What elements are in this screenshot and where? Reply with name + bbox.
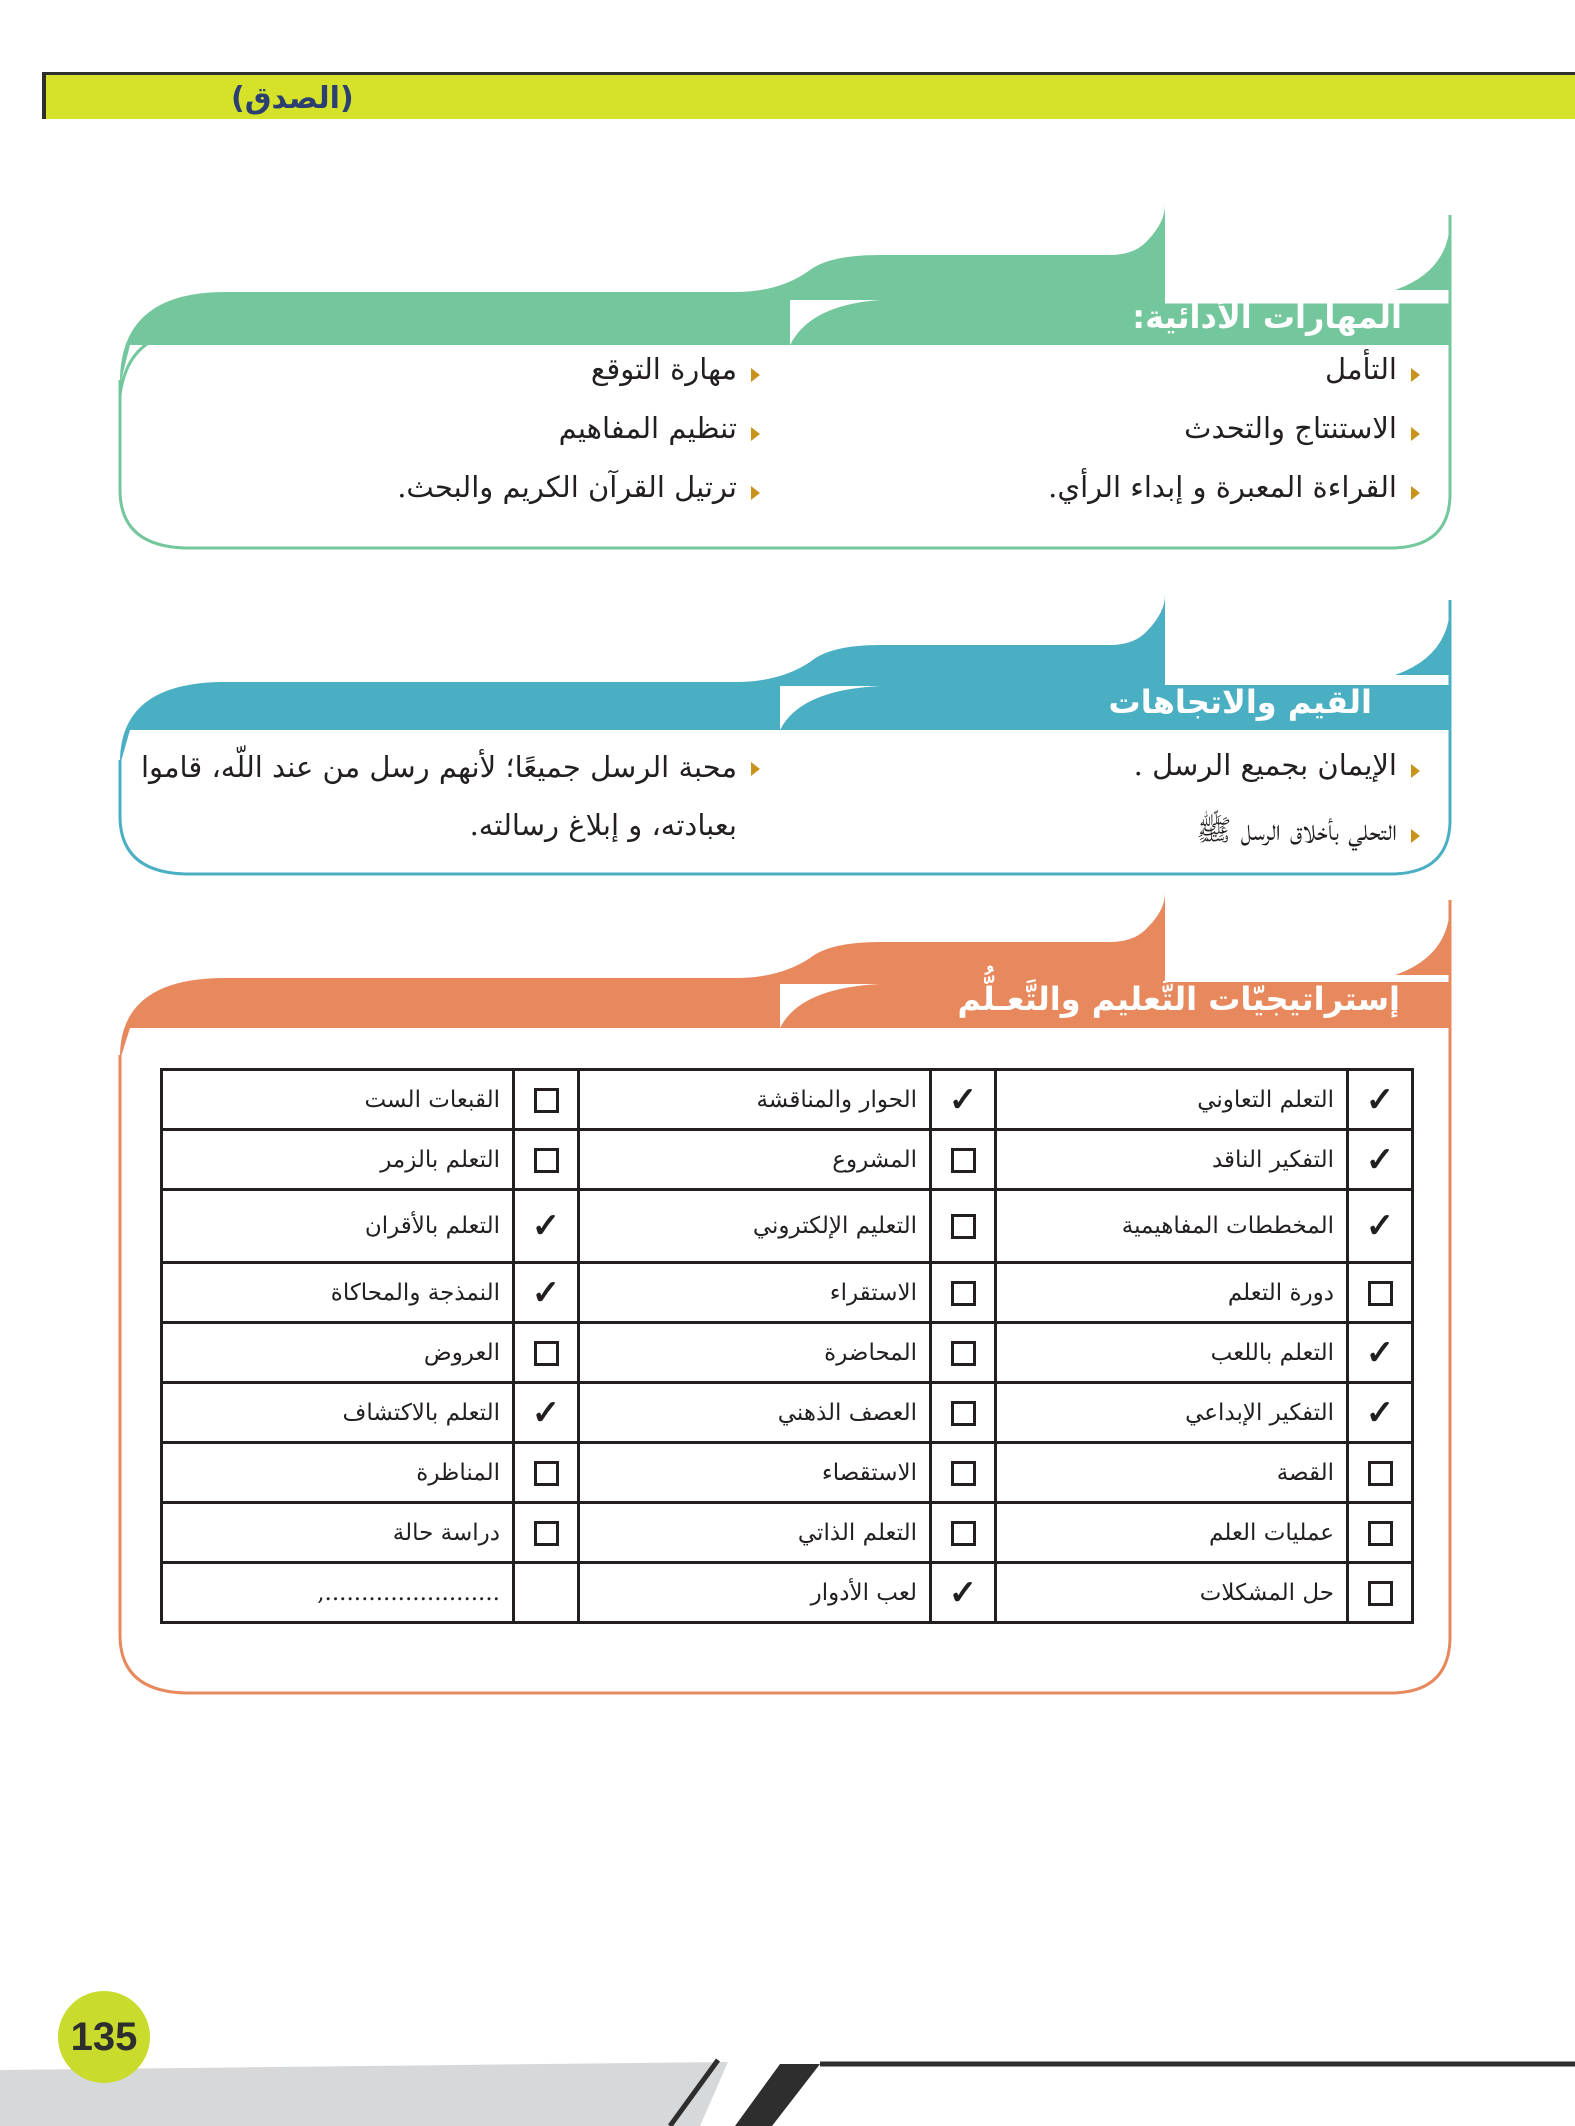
skills-item: الاستنتاج والتحدث: [1184, 411, 1420, 445]
checkmark-icon: ✓: [1365, 1392, 1395, 1433]
strategy-label: القصة: [996, 1443, 1348, 1503]
strategy-check-cell: [1348, 1190, 1413, 1263]
table-row: [162, 1190, 1413, 1263]
strategy-check-cell: [931, 1563, 996, 1623]
checkbox-empty-icon: [951, 1214, 976, 1239]
checkmark-icon: ✓: [1365, 1206, 1395, 1246]
strategy-label: المحاضرة: [579, 1323, 931, 1383]
checkbox-empty-icon: [1368, 1281, 1393, 1306]
strategy-check-cell: [1348, 1263, 1413, 1323]
strategy-label: دراسة حالة: [162, 1503, 514, 1563]
strategy-check-cell: [931, 1443, 996, 1503]
strategy-check-cell: [931, 1263, 996, 1323]
strategy-check-cell: [514, 1070, 579, 1130]
checkmark-icon: ✓: [948, 1079, 978, 1120]
strategy-label: التعليم الإلكتروني: [579, 1190, 931, 1263]
checkbox-empty-icon: [951, 1281, 976, 1306]
footer-band: [0, 2060, 1575, 2126]
skills-item: القراءة المعبرة و إبداء الرأي.: [1048, 470, 1420, 504]
strategy-check-cell: [514, 1130, 579, 1190]
strategy-label: التفكير الناقد: [996, 1130, 1348, 1190]
table-row: [162, 1503, 1413, 1563]
page-number: 135: [70, 2014, 138, 2059]
checkbox-empty-icon: [534, 1088, 559, 1113]
bullet-icon: [1411, 829, 1420, 843]
strategy-check-cell: [1348, 1070, 1413, 1130]
strategy-label: المشروع: [579, 1130, 931, 1190]
skills-title: المهارات الأدائية:: [1132, 298, 1402, 336]
checkbox-empty-icon: [1368, 1461, 1393, 1486]
strategy-label: العروض: [162, 1323, 514, 1383]
checkmark-icon: ✓: [1365, 1079, 1395, 1120]
strategy-label: التعلم بالأقران: [162, 1190, 514, 1263]
strategy-check-cell: [931, 1383, 996, 1443]
strategy-check-cell: [514, 1263, 579, 1323]
strategy-check-cell: [931, 1323, 996, 1383]
table-row: [162, 1263, 1413, 1323]
strategy-label: حل المشكلات: [996, 1563, 1348, 1623]
checkbox-empty-icon: [951, 1341, 976, 1366]
strategy-label: ........................,: [162, 1563, 514, 1623]
checkbox-empty-icon: [1368, 1581, 1393, 1606]
bullet-icon: [1411, 486, 1420, 500]
bullet-icon: [1411, 764, 1420, 778]
bullet-icon: [751, 368, 760, 382]
skills-item: التأمل: [1325, 352, 1420, 386]
checkbox-empty-icon: [951, 1148, 976, 1173]
table-row: [162, 1070, 1413, 1130]
strategies-title: إستراتيجيّات التَّعليم والتَّعـلُّم: [957, 980, 1400, 1018]
checkbox-empty-icon: [534, 1148, 559, 1173]
checkmark-icon: ✓: [1365, 1332, 1395, 1373]
skills-item: تنظيم المفاهيم: [559, 411, 760, 445]
strategy-label: العصف الذهني: [579, 1383, 931, 1443]
strategy-check-cell: [931, 1190, 996, 1263]
strategy-check-cell: [931, 1503, 996, 1563]
table-row: [162, 1563, 1413, 1623]
strategy-label: التعلم باللعب: [996, 1323, 1348, 1383]
strategy-label: عمليات العلم: [996, 1503, 1348, 1563]
strategy-check-cell: [1348, 1443, 1413, 1503]
strategy-check-cell: [514, 1323, 579, 1383]
strategy-label: التعلم بالزمر: [162, 1130, 514, 1190]
bullet-icon: [1411, 368, 1420, 382]
bullet-icon: [1411, 427, 1420, 441]
checkmark-icon: ✓: [948, 1572, 978, 1613]
checkbox-empty-icon: [951, 1401, 976, 1426]
strategy-label: الاستقصاء: [579, 1443, 931, 1503]
table-row: [162, 1383, 1413, 1443]
strategy-check-cell: [514, 1190, 579, 1263]
strategy-label: التعلم التعاوني: [996, 1070, 1348, 1130]
bullet-icon: [751, 427, 760, 441]
strategy-label: القبعات الست: [162, 1070, 514, 1130]
strategies-table: [160, 1068, 1414, 1624]
strategy-label: النمذجة والمحاكاة: [162, 1263, 514, 1323]
strategy-check-cell: [931, 1070, 996, 1130]
checkbox-empty-icon: [534, 1461, 559, 1486]
table-row: [162, 1443, 1413, 1503]
strategy-label: التعلم الذاتي: [579, 1503, 931, 1563]
strategy-check-cell: [1348, 1130, 1413, 1190]
checkbox-empty-icon: [534, 1521, 559, 1546]
values-title: القيم والاتجاهات: [1108, 683, 1372, 721]
skills-item: ترتيل القرآن الكريم والبحث.: [397, 470, 760, 504]
checkmark-icon: ✓: [531, 1392, 561, 1433]
skills-item: مهارة التوقع: [591, 352, 760, 386]
page-number-badge: [58, 1991, 150, 2083]
checkbox-empty-icon: [951, 1521, 976, 1546]
strategy-check-cell: [514, 1563, 579, 1623]
bullet-icon: [751, 486, 760, 500]
strategy-label: لعب الأدوار: [579, 1563, 931, 1623]
values-item: التحلي بأخلاق الرسل ﷺ: [1196, 813, 1420, 855]
table-row: [162, 1323, 1413, 1383]
strategy-check-cell: [1348, 1383, 1413, 1443]
lesson-title: (الصدق): [231, 81, 354, 116]
strategy-label: التعلم بالاكتشاف: [162, 1383, 514, 1443]
strategy-check-cell: [1348, 1563, 1413, 1623]
strategy-label: دورة التعلم: [996, 1263, 1348, 1323]
checkbox-empty-icon: [951, 1461, 976, 1486]
strategy-label: المخططات المفاهيمية: [996, 1190, 1348, 1263]
checkbox-empty-icon: [1368, 1521, 1393, 1546]
checkmark-icon: ✓: [531, 1206, 561, 1246]
values-item: محبة الرسل جميعًا؛ لأنهم رسل من عند اللّه، قاموا بعبادته، و إبلاغ رسالته.: [130, 738, 760, 854]
strategy-label: المناظرة: [162, 1443, 514, 1503]
checkmark-icon: ✓: [531, 1272, 561, 1313]
table-row: [162, 1130, 1413, 1190]
strategy-check-cell: [514, 1383, 579, 1443]
strategy-check-cell: [514, 1503, 579, 1563]
strategy-label: الاستقراء: [579, 1263, 931, 1323]
checkmark-icon: ✓: [1365, 1139, 1395, 1180]
strategy-label: الحوار والمناقشة: [579, 1070, 931, 1130]
strategy-check-cell: [514, 1443, 579, 1503]
strategy-check-cell: [931, 1130, 996, 1190]
values-item: الإيمان بجميع الرسل .: [1134, 748, 1420, 782]
strategy-label: التفكير الإبداعي: [996, 1383, 1348, 1443]
strategy-check-cell: [1348, 1503, 1413, 1563]
strategy-check-cell: [1348, 1323, 1413, 1383]
checkbox-empty-icon: [534, 1341, 559, 1366]
bullet-icon: [751, 762, 760, 776]
